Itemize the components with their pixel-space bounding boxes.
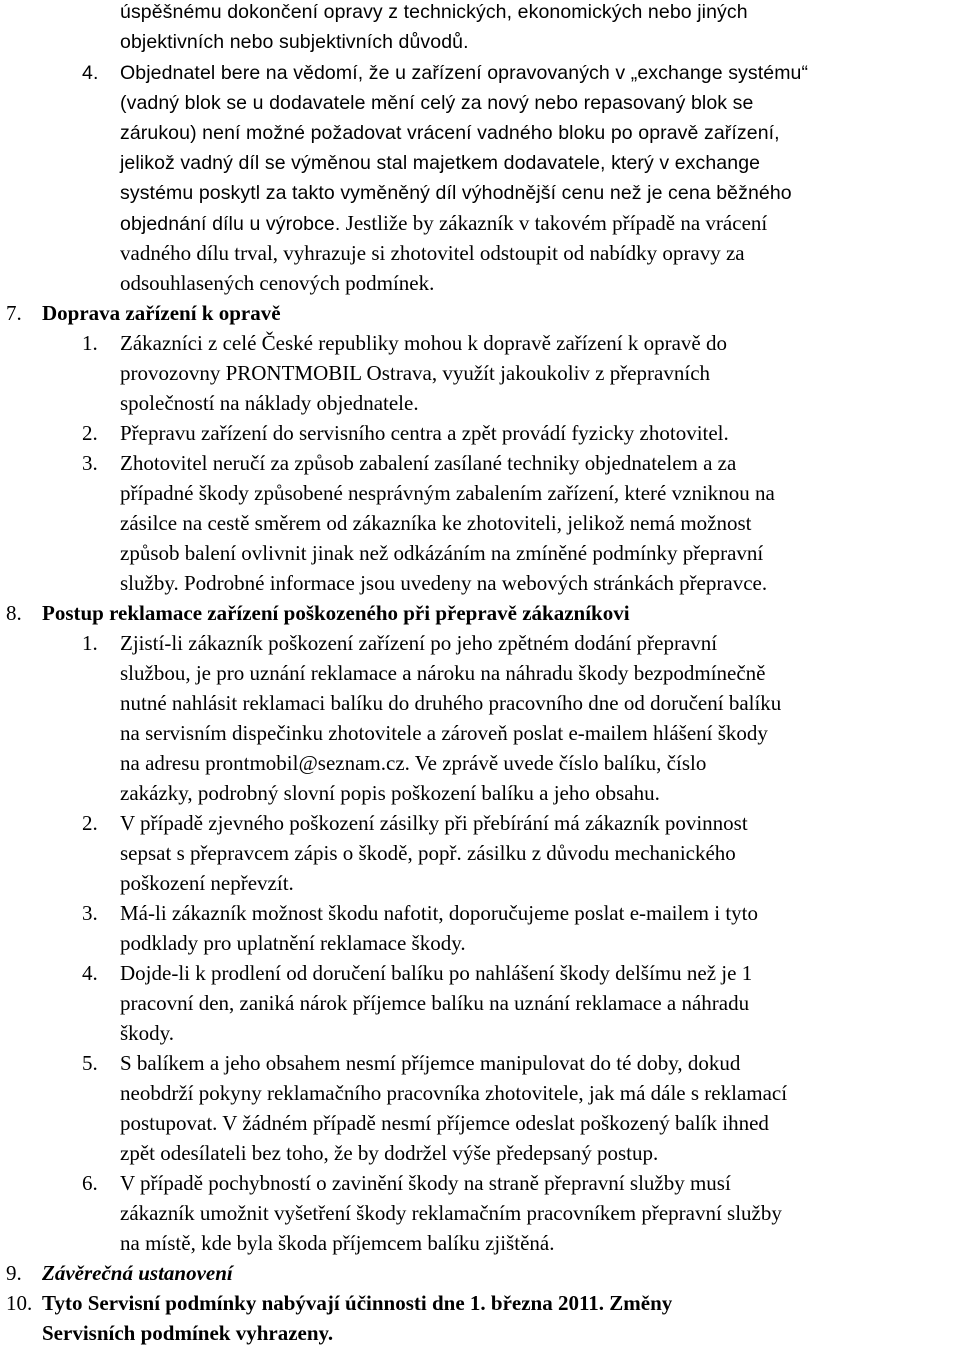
list-number: 5.: [82, 1051, 98, 1075]
paragraph-line: případné škody způsobené nesprávným zabalením zařízení, které vzniknou na: [120, 481, 775, 505]
list-number: 1.: [82, 331, 98, 355]
paragraph-line: službou, je pro uznání reklamace a nároku na náhradu škody bezpodmínečně: [120, 661, 766, 685]
section-number: 9.: [6, 1261, 22, 1285]
list-number: 4.: [82, 62, 99, 84]
paragraph-line: škody.: [120, 1021, 175, 1045]
paragraph-line: služby. Podrobné informace jsou uvedeny na webových stránkách přepravce.: [120, 571, 768, 595]
paragraph-line: sepsat s přepravcem zápis o škodě, popř. zásilku z důvodu mechanického: [120, 841, 736, 865]
paragraph-line: Dojde-li k prodlení od doručení balíku po nahlášení škody delšímu než je 1: [120, 961, 753, 985]
section-text: Tyto Servisní podmínky nabývají účinnosti dne 1. března 2011. Změny: [42, 1291, 673, 1315]
paragraph-line: Zákazníci z celé České republiky mohou k dopravě zařízení k opravě do: [120, 331, 728, 355]
list-number: 3.: [82, 451, 98, 475]
paragraph-line: V případě pochybností o zavinění škody na straně přepravní služby musí: [120, 1171, 731, 1195]
paragraph-line: Přepravu zařízení do servisního centra a zpět provádí fyzicky zhotovitel.: [120, 421, 729, 445]
section-number: 10.: [6, 1291, 33, 1315]
list-number: 2.: [82, 421, 98, 445]
paragraph-line: pracovní den, zaniká nárok příjemce balíku na uznání reklamace a náhradu: [120, 991, 750, 1015]
paragraph-line: vadného dílu trval, vyhrazuje si zhotovitel odstoupit od nabídky opravy za: [120, 241, 745, 265]
paragraph-line: podklady pro uplatnění reklamace škody.: [120, 931, 466, 955]
paragraph-line: Objednatel bere na vědomí, že u zařízení opravovaných v „exchange systému“: [120, 62, 809, 84]
paragraph-line: neobdrží pokyny reklamačního pracovníka zhotovitele, jak má dále s reklamací: [120, 1081, 788, 1105]
paragraph-line: systému poskytl za takto vyměněný díl výhodnější cenu než je cena běžného: [120, 182, 792, 204]
paragraph-line: Má-li zákazník možnost škodu nafotit, doporučujeme poslat e-mailem i tyto: [120, 901, 759, 925]
paragraph-line: zárukou) není možné požadovat vrácení vadného bloku po opravě zařízení,: [120, 122, 780, 144]
paragraph-line: zpět odesílateli bez toho, že by dodržel výše předepsaný postup.: [120, 1141, 659, 1165]
section-number: 8.: [6, 601, 22, 625]
section-heading: Závěrečná ustanovení: [42, 1261, 233, 1285]
list-number: 3.: [82, 901, 98, 925]
paragraph-line: zakázky, podrobný slovní popis poškození balíku a jeho obsahu.: [120, 781, 660, 805]
paragraph-line: [120, 208, 767, 239]
paragraph-line: na adresu prontmobil@seznam.cz. Ve zprávě uvede číslo balíku, číslo: [120, 751, 707, 775]
paragraph-line: (vadný blok se u dodavatele mění celý za nový nebo repasovaný blok se: [120, 92, 754, 114]
paragraph-line: úspěšnému dokončení opravy z technických, ekonomických nebo jiných: [120, 1, 748, 23]
paragraph-line: jelikož vadný díl se výměnou stal majetkem dodavatele, který v exchange: [120, 152, 761, 174]
paragraph-line: V případě zjevného poškození zásilky při přebírání má zákazník povinnost: [120, 811, 748, 835]
paragraph-line: provozovny PRONTMOBIL Ostrava, využít jakoukoliv z přepravních: [120, 361, 711, 385]
section-heading: Doprava zařízení k opravě: [42, 301, 281, 325]
paragraph-line: objektivních nebo subjektivních důvodů.: [120, 31, 469, 53]
paragraph-segment: objednání dílu u výrobce.: [120, 213, 341, 235]
paragraph-line: poškození nepřevzít.: [120, 871, 294, 895]
list-number: 4.: [82, 961, 98, 985]
paragraph-line: odsouhlasených cenových podmínek.: [120, 271, 435, 295]
paragraph-line: zákazník umožnit vyšetření škody reklamačním pracovníkem přepravní služby: [120, 1201, 782, 1225]
paragraph-line: na servisním dispečinku zhotovitele a zároveň poslat e-mailem hlášení škody: [120, 721, 768, 745]
list-number: 2.: [82, 811, 98, 835]
paragraph-line: společností na náklady objednatele.: [120, 391, 419, 415]
section-text: Servisních podmínek vyhrazeny.: [42, 1321, 334, 1345]
paragraph-line: postupovat. V žádném případě nesmí příjemce odeslat poškozený balík ihned: [120, 1111, 769, 1135]
paragraph-line: Zjistí-li zákazník poškození zařízení po jeho zpětném dodání přepravní: [120, 631, 718, 655]
paragraph-line: způsob balení ovlivnit jinak než odkázáním na zmíněné podmínky přepravní: [120, 541, 764, 565]
paragraph-segment: Jestliže by zákazník v takovém případě na vrácení: [345, 211, 768, 235]
section-heading: Postup reklamace zařízení poškozeného při přepravě zákazníkovi: [42, 601, 630, 625]
paragraph-line: na místě, kde byla škoda příjemcem balíku zjištěná.: [120, 1231, 555, 1255]
section-number: 7.: [6, 301, 22, 325]
list-number: 1.: [82, 631, 98, 655]
paragraph-line: S balíkem a jeho obsahem nesmí příjemce manipulovat do té doby, dokud: [120, 1051, 741, 1075]
paragraph-line: zásilce na cestě směrem od zákazníka ke zhotoviteli, jelikož nemá možnost: [120, 511, 752, 535]
paragraph-line: Zhotovitel neručí za způsob zabalení zasílané techniky objednatelem a za: [120, 451, 737, 475]
paragraph-line: nutné nahlásit reklamaci balíku do druhého pracovního dne od doručení balíku: [120, 691, 782, 715]
list-number: 6.: [82, 1171, 98, 1195]
